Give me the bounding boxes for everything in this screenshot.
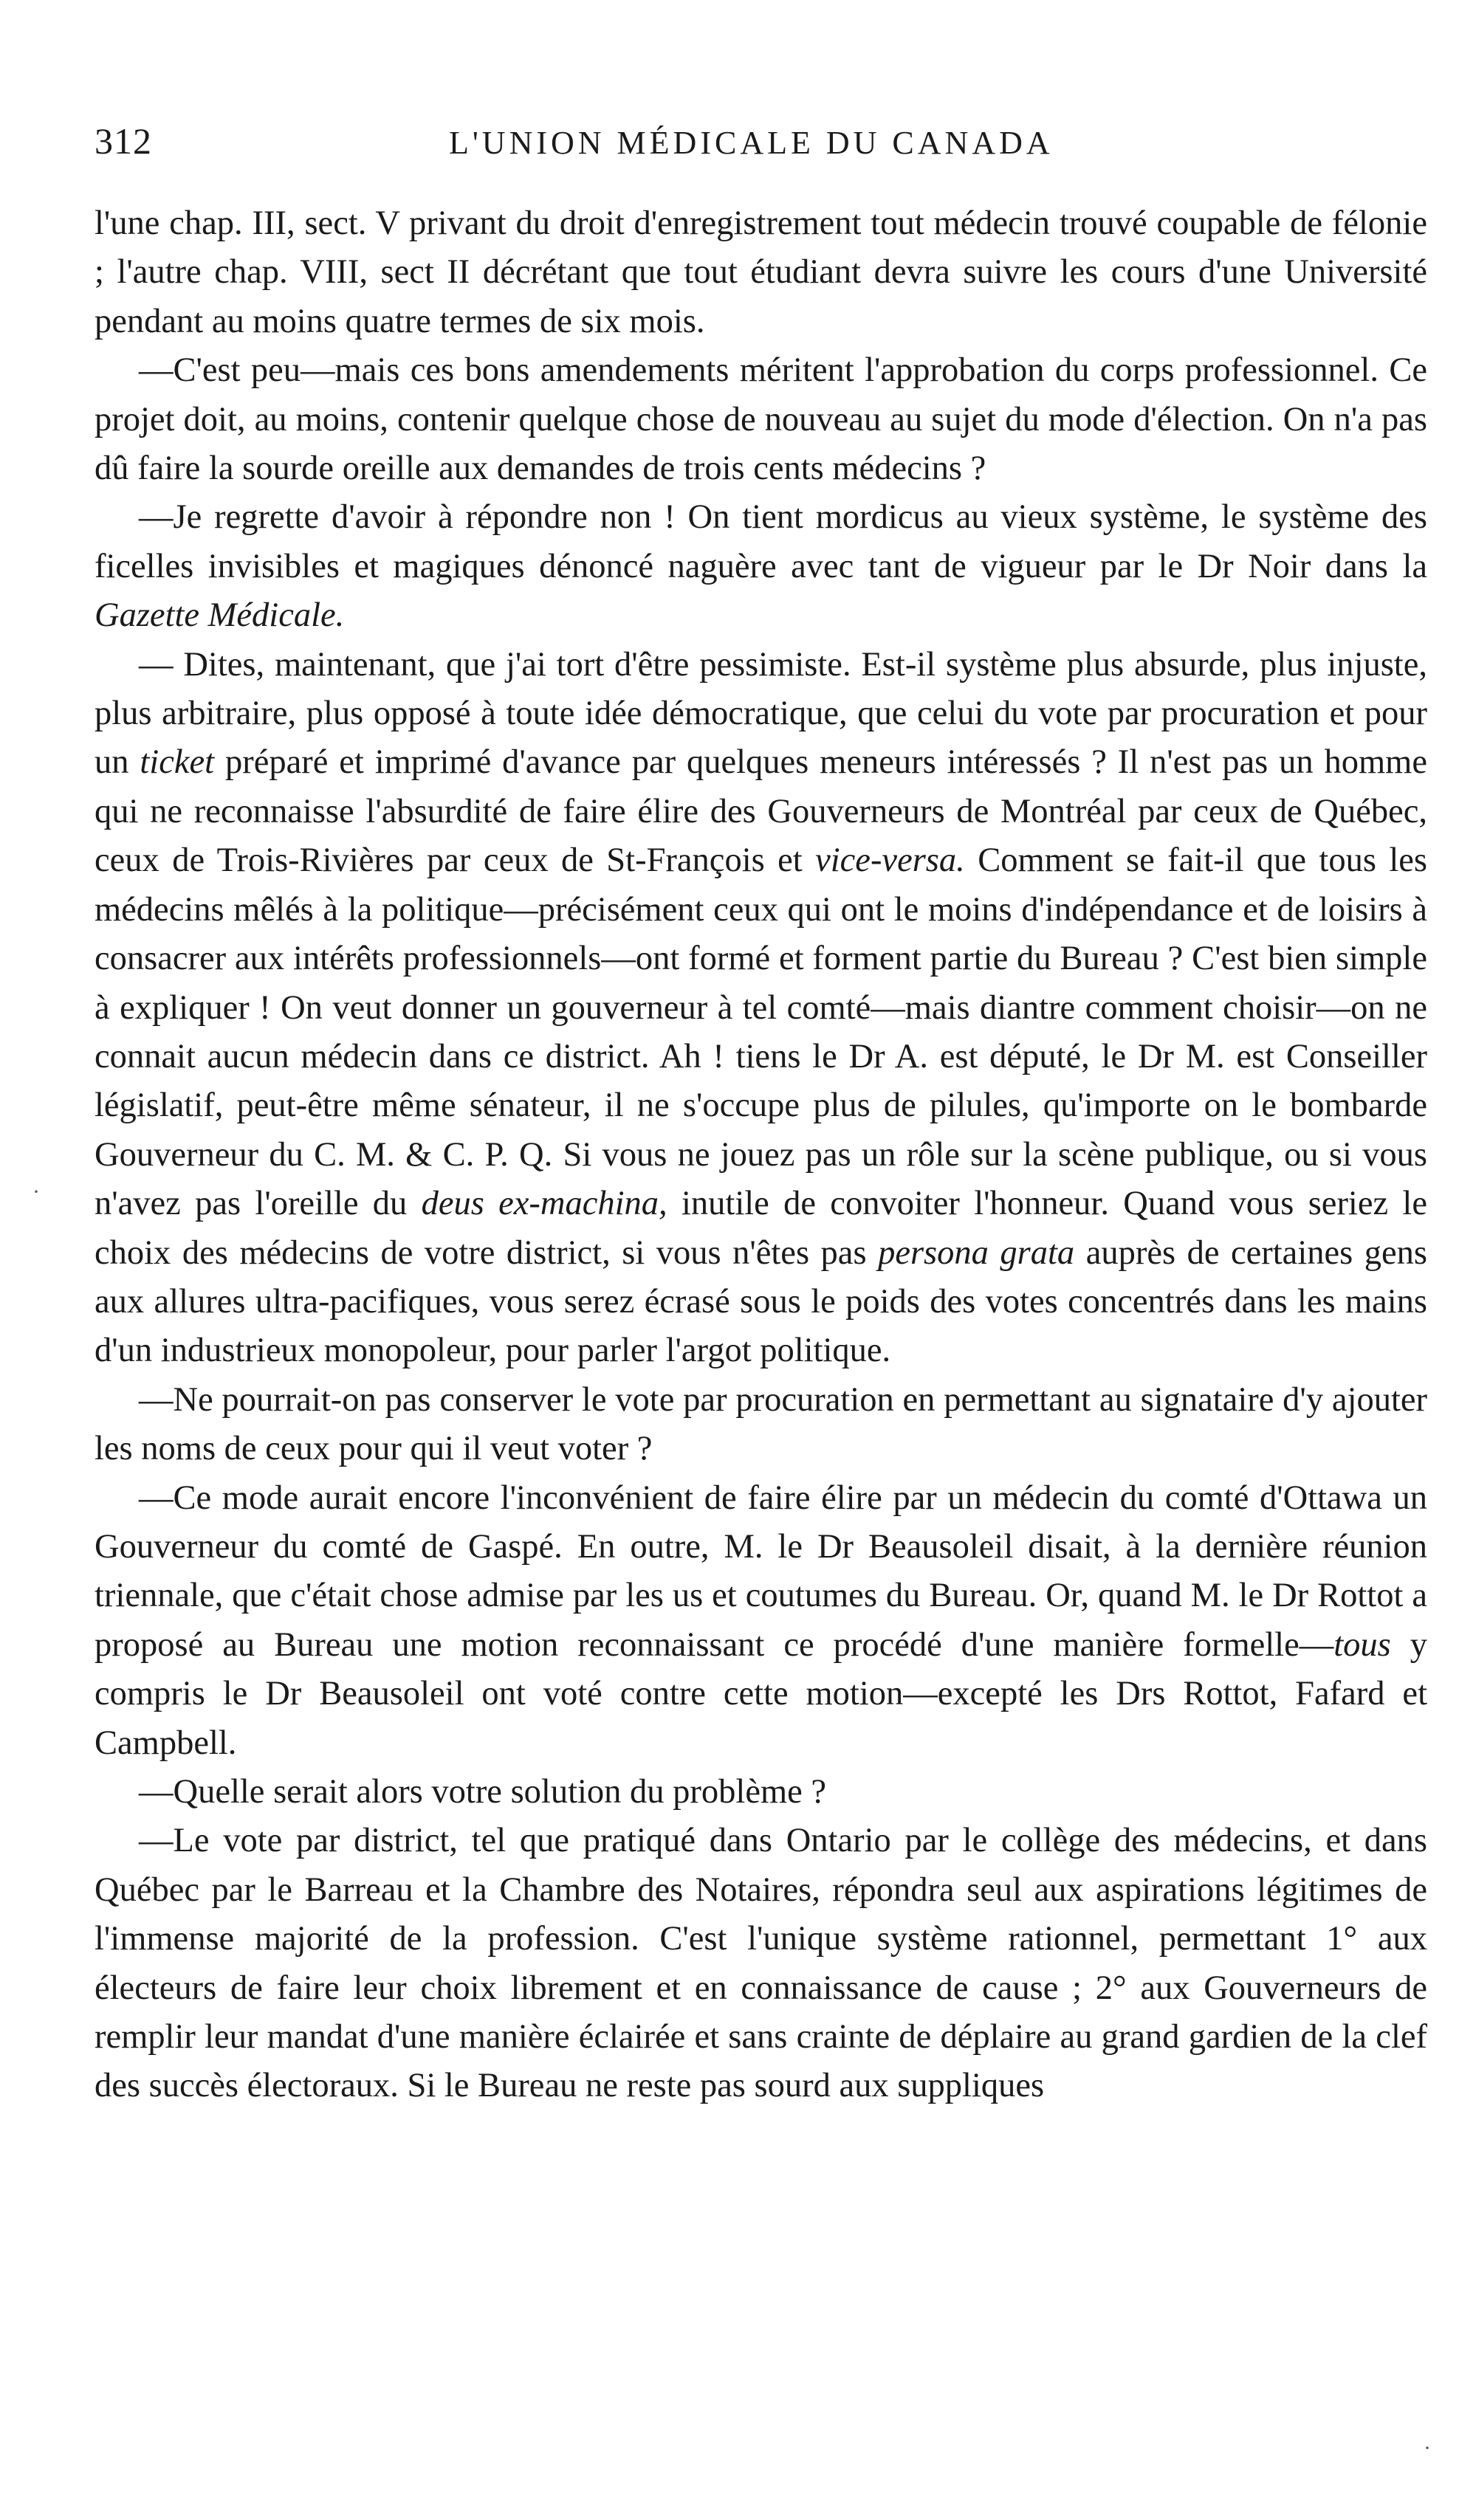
italic-text: persona grata <box>878 1233 1075 1272</box>
text-run: —Ce mode aurait encore l'inconvénient de faire élire par un médecin du comté d'Ottawa un Gouverneur du comté de Gaspé. En outre, M. le Dr Beausoleil disait, à la dernière réunion triennale, que c'était chose admise par les us et coutumes du Bureau. Or, quand M. le Dr Rottot a proposé au Bureau une motion reconnaissant ce procédé d'une manière formelle— <box>95 1478 1427 1664</box>
text-run: y compris le Dr Beausoleil ont voté contre cette motion—excepté les Drs Rottot, Fafard et Campbell. <box>95 1625 1428 1762</box>
text-run: —Ne pourrait-on pas conserver le vote par procuration en permettant au signataire d'y ajouter les noms de ceux pour qui il veut voter ? <box>95 1380 1427 1468</box>
italic-text: Gazette Médicale. <box>95 596 345 635</box>
paragraph <box>95 1817 1427 2110</box>
italic-text: vice-versa. <box>815 841 965 880</box>
paragraph <box>95 199 1427 346</box>
page-header <box>95 112 1379 171</box>
paragraph <box>95 1474 1427 1768</box>
paragraph <box>95 346 1427 493</box>
text-run: l'une chap. III, sect. V privant du droit d'enregistrement tout médecin trouvé coupable de félonie ; l'autre chap. VIII, sect II décrétant que tout étudiant devra suivre les cours d'une Université pendant au moins quatre termes de six mois. <box>95 204 1427 340</box>
paragraph <box>95 641 1427 1376</box>
text-run: —Je regrette d'avoir à répondre non ! On tient mordicus au vieux système, le système des ficelles invisibles et magiques dénoncé naguère avec tant de vigueur par le Dr Noir dans la <box>95 498 1427 585</box>
text-run: —Le vote par district, tel que pratiqué dans Ontario par le collège des médecins, et dans Québec par le Barreau et la Chambre des Notaires, répondra seul aux aspirations légitimes de l'immense majorité de la profession. C'est l'unique système rationnel, permettant 1° aux électeurs de faire leur choix librement et en connaissance de cause ; 2° aux Gouverneurs de remplir leur mandat d'une manière éclairée et sans crainte de déplaire au grand gardien de la clef des succès électoraux. Si le Bureau ne reste pas sourd aux suppliques <box>95 1822 1427 2105</box>
text-run: Comment se fait-il que tous les médecins mêlés à la politique—précisément ceux qui ont le moins d'indépendance et de loisirs à consacrer aux intérêts professionnels—ont formé et forment partie du Bureau ? C'est bien simple à expliquer ! On veut donner un gouverneur à tel comté—mais diantre comment choisir—on ne connait aucun médecin dans ce district. Ah ! tiens le Dr A. est député, le Dr M. est Conseiller législatif, peut-être même sénateur, il ne s'occupe plus de pilules, qu'importe on le bombarde Gouverneur du C. M. & C. P. Q. Si vous ne jouez pas un rôle sur la scène publique, ou si vous n'avez pas l'oreille du <box>95 841 1427 1223</box>
margin-dot: · <box>1424 2436 1431 2460</box>
italic-text: tous <box>1333 1625 1391 1664</box>
paragraph <box>95 1768 1427 1817</box>
page-number: 312 <box>95 120 152 162</box>
paragraph <box>95 1376 1427 1474</box>
text-run: inutile de convoiter l'honneur. Quand vous seriez le choix des médecins de votre district, si vous n'êtes pas <box>95 1185 1427 1272</box>
text-run: —C'est peu—mais ces bons amendements méritent l'approbation du corps professionnel. Ce projet doit, au moins, contenir quelque chose de nouveau au sujet du mode d'élection. On n'a pas dû faire la sourde oreille aux demandes de trois cents médecins ? <box>95 351 1427 488</box>
italic-text: deus ex-machina, <box>421 1185 667 1223</box>
running-title: L'UNION MÉDICALE DU CANADA <box>449 125 1054 161</box>
margin-dot: · <box>32 1180 40 1204</box>
text-run: —Quelle serait alors votre solution du problème ? <box>139 1773 827 1811</box>
italic-text: ticket <box>140 743 215 782</box>
article-body <box>95 199 1427 2111</box>
text-run: — Dites, maintenant, que j'ai tort d'être pessimiste. Est-il système plus absurde, plus injuste, plus arbitraire, plus opposé à toute idée démocratique, que celui du vote par procuration et pour un <box>95 645 1427 782</box>
paragraph <box>95 493 1427 640</box>
text-run: préparé et imprimé d'avance par quelques meneurs intéressés ? Il n'est pas un homme qui ne reconnaisse l'absurdité de faire élire des Gouverneurs de Montréal par ceux de Québec, ceux de Trois-Rivières par ceux de St-François et <box>95 743 1427 880</box>
text-run: auprès de certaines gens aux allures ultra-pacifiques, vous serez écrasé sous le poids des votes concentrés dans les mains d'un industrieux monopoleur, pour parler l'argot politique. <box>95 1233 1427 1370</box>
